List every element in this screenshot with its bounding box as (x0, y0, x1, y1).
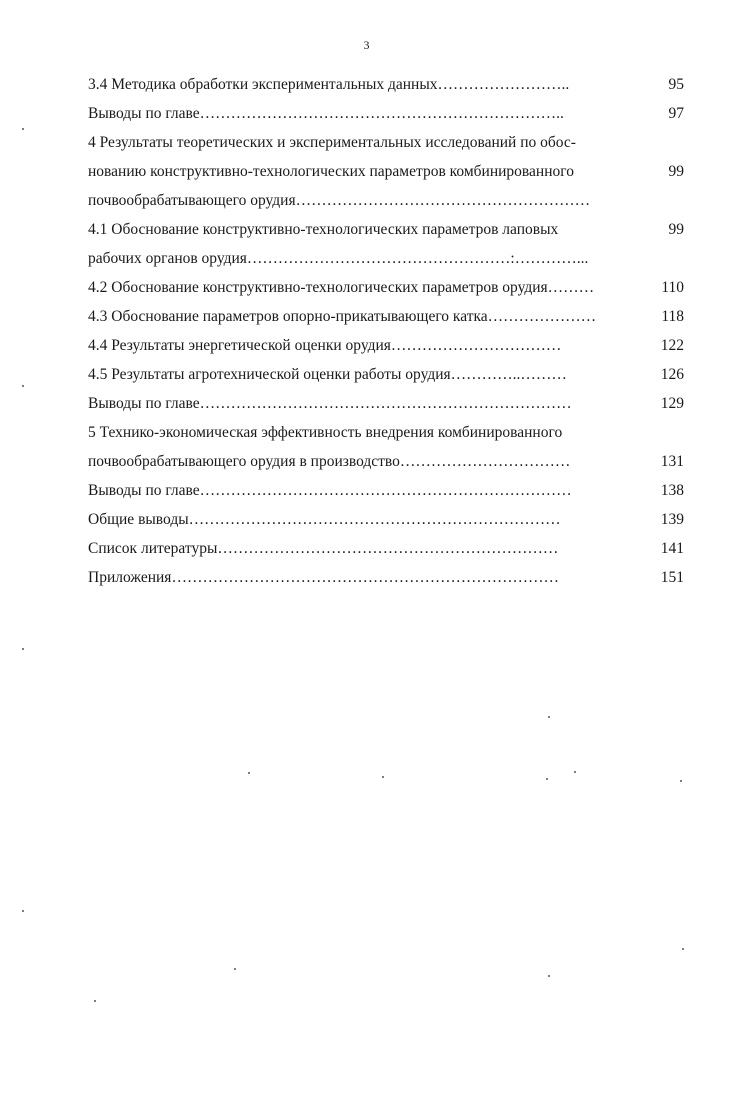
toc-entry-title: 5 Технико-экономическая эффективность внедрения комбинированного почвообрабатывающего орудия в производство…………………………… (88, 424, 571, 470)
scan-speck (548, 975, 550, 977)
scan-speck (548, 716, 550, 718)
toc-entry (88, 128, 684, 215)
page-number: 3 (363, 38, 370, 52)
toc-entry-page: 138 (660, 482, 684, 499)
toc-entry-page: 126 (660, 366, 684, 383)
toc-entry (88, 360, 684, 389)
toc-entry-title: Выводы по главе……………………………………………………………… (88, 482, 572, 499)
toc-entry (88, 418, 684, 476)
toc-entry-title: 4.4 Результаты энергетической оценки орудия…………………………… (88, 337, 562, 354)
scan-speck (682, 948, 684, 950)
toc-entry-page: 122 (660, 337, 684, 354)
scan-speck (94, 1000, 96, 1002)
scan-speck (382, 776, 384, 778)
toc-entry-page: 95 (668, 76, 684, 93)
toc-entry-title: Выводы по главе……………………………………………………………… (88, 395, 572, 412)
toc-entry-title: 3.4 Методика обработки экспериментальных данных…………………….. (88, 76, 570, 93)
toc-entry-title: 4.5 Результаты агротехнической оценки работы орудия…………..……… (88, 366, 567, 383)
toc-entry-title: Общие выводы……………………………………………………………… (88, 511, 561, 528)
toc-entry-page: 118 (661, 308, 684, 325)
toc-entry-title: Список литературы………………………………………………………… (88, 540, 559, 557)
scan-speck (680, 780, 682, 782)
scan-speck (248, 772, 250, 774)
toc-entry-title: 4.2 Обоснование конструктивно-технологических параметров орудия……… (88, 279, 595, 296)
toc-entry (88, 534, 684, 563)
toc-entry-page: 151 (660, 569, 684, 586)
scan-speck (22, 648, 24, 650)
scan-speck (546, 778, 548, 780)
toc-entry (88, 476, 684, 505)
toc-entry (88, 215, 684, 273)
toc-entry (88, 273, 684, 302)
toc-entry-title: Выводы по главе…………………………………………………………….. (88, 105, 564, 122)
scan-speck (234, 968, 236, 970)
toc-entry-page: 139 (660, 511, 684, 528)
toc-entry (88, 302, 684, 331)
scan-speck (22, 128, 24, 130)
toc-entry-page: 110 (661, 279, 684, 296)
toc-entry (88, 70, 684, 99)
toc-entry-page: 129 (660, 395, 684, 412)
toc-entry (88, 99, 684, 128)
toc-entry-page: 97 (668, 105, 684, 122)
toc-entry (88, 331, 684, 360)
toc-entry-title: 4 Результаты теоретических и экспериментальных исследований по обос- нованию конструктивно-технологических параметров комбинированного почвообрабатывающего орудия………………………………………………… (88, 134, 591, 209)
toc-entry-page: 99 (668, 163, 684, 180)
toc-entry (88, 505, 684, 534)
toc-entry-page: 99 (668, 221, 684, 238)
toc-entry-title: 4.1 Обоснование конструктивно-технологических параметров лаповых рабочих органов орудия……………………………………………:…………... (88, 221, 589, 267)
table-of-contents (88, 70, 684, 592)
toc-entry-page: 131 (660, 453, 684, 470)
scan-speck (22, 385, 24, 387)
toc-entry-page: 141 (660, 540, 684, 557)
scan-speck (22, 910, 24, 912)
toc-entry (88, 389, 684, 418)
toc-entry (88, 563, 684, 592)
scan-speck (574, 771, 576, 773)
toc-entry-title: Приложения………………………………………………………………… (88, 569, 559, 586)
toc-entry-title: 4.3 Обоснование параметров опорно-прикатывающего катка………………… (88, 308, 597, 325)
